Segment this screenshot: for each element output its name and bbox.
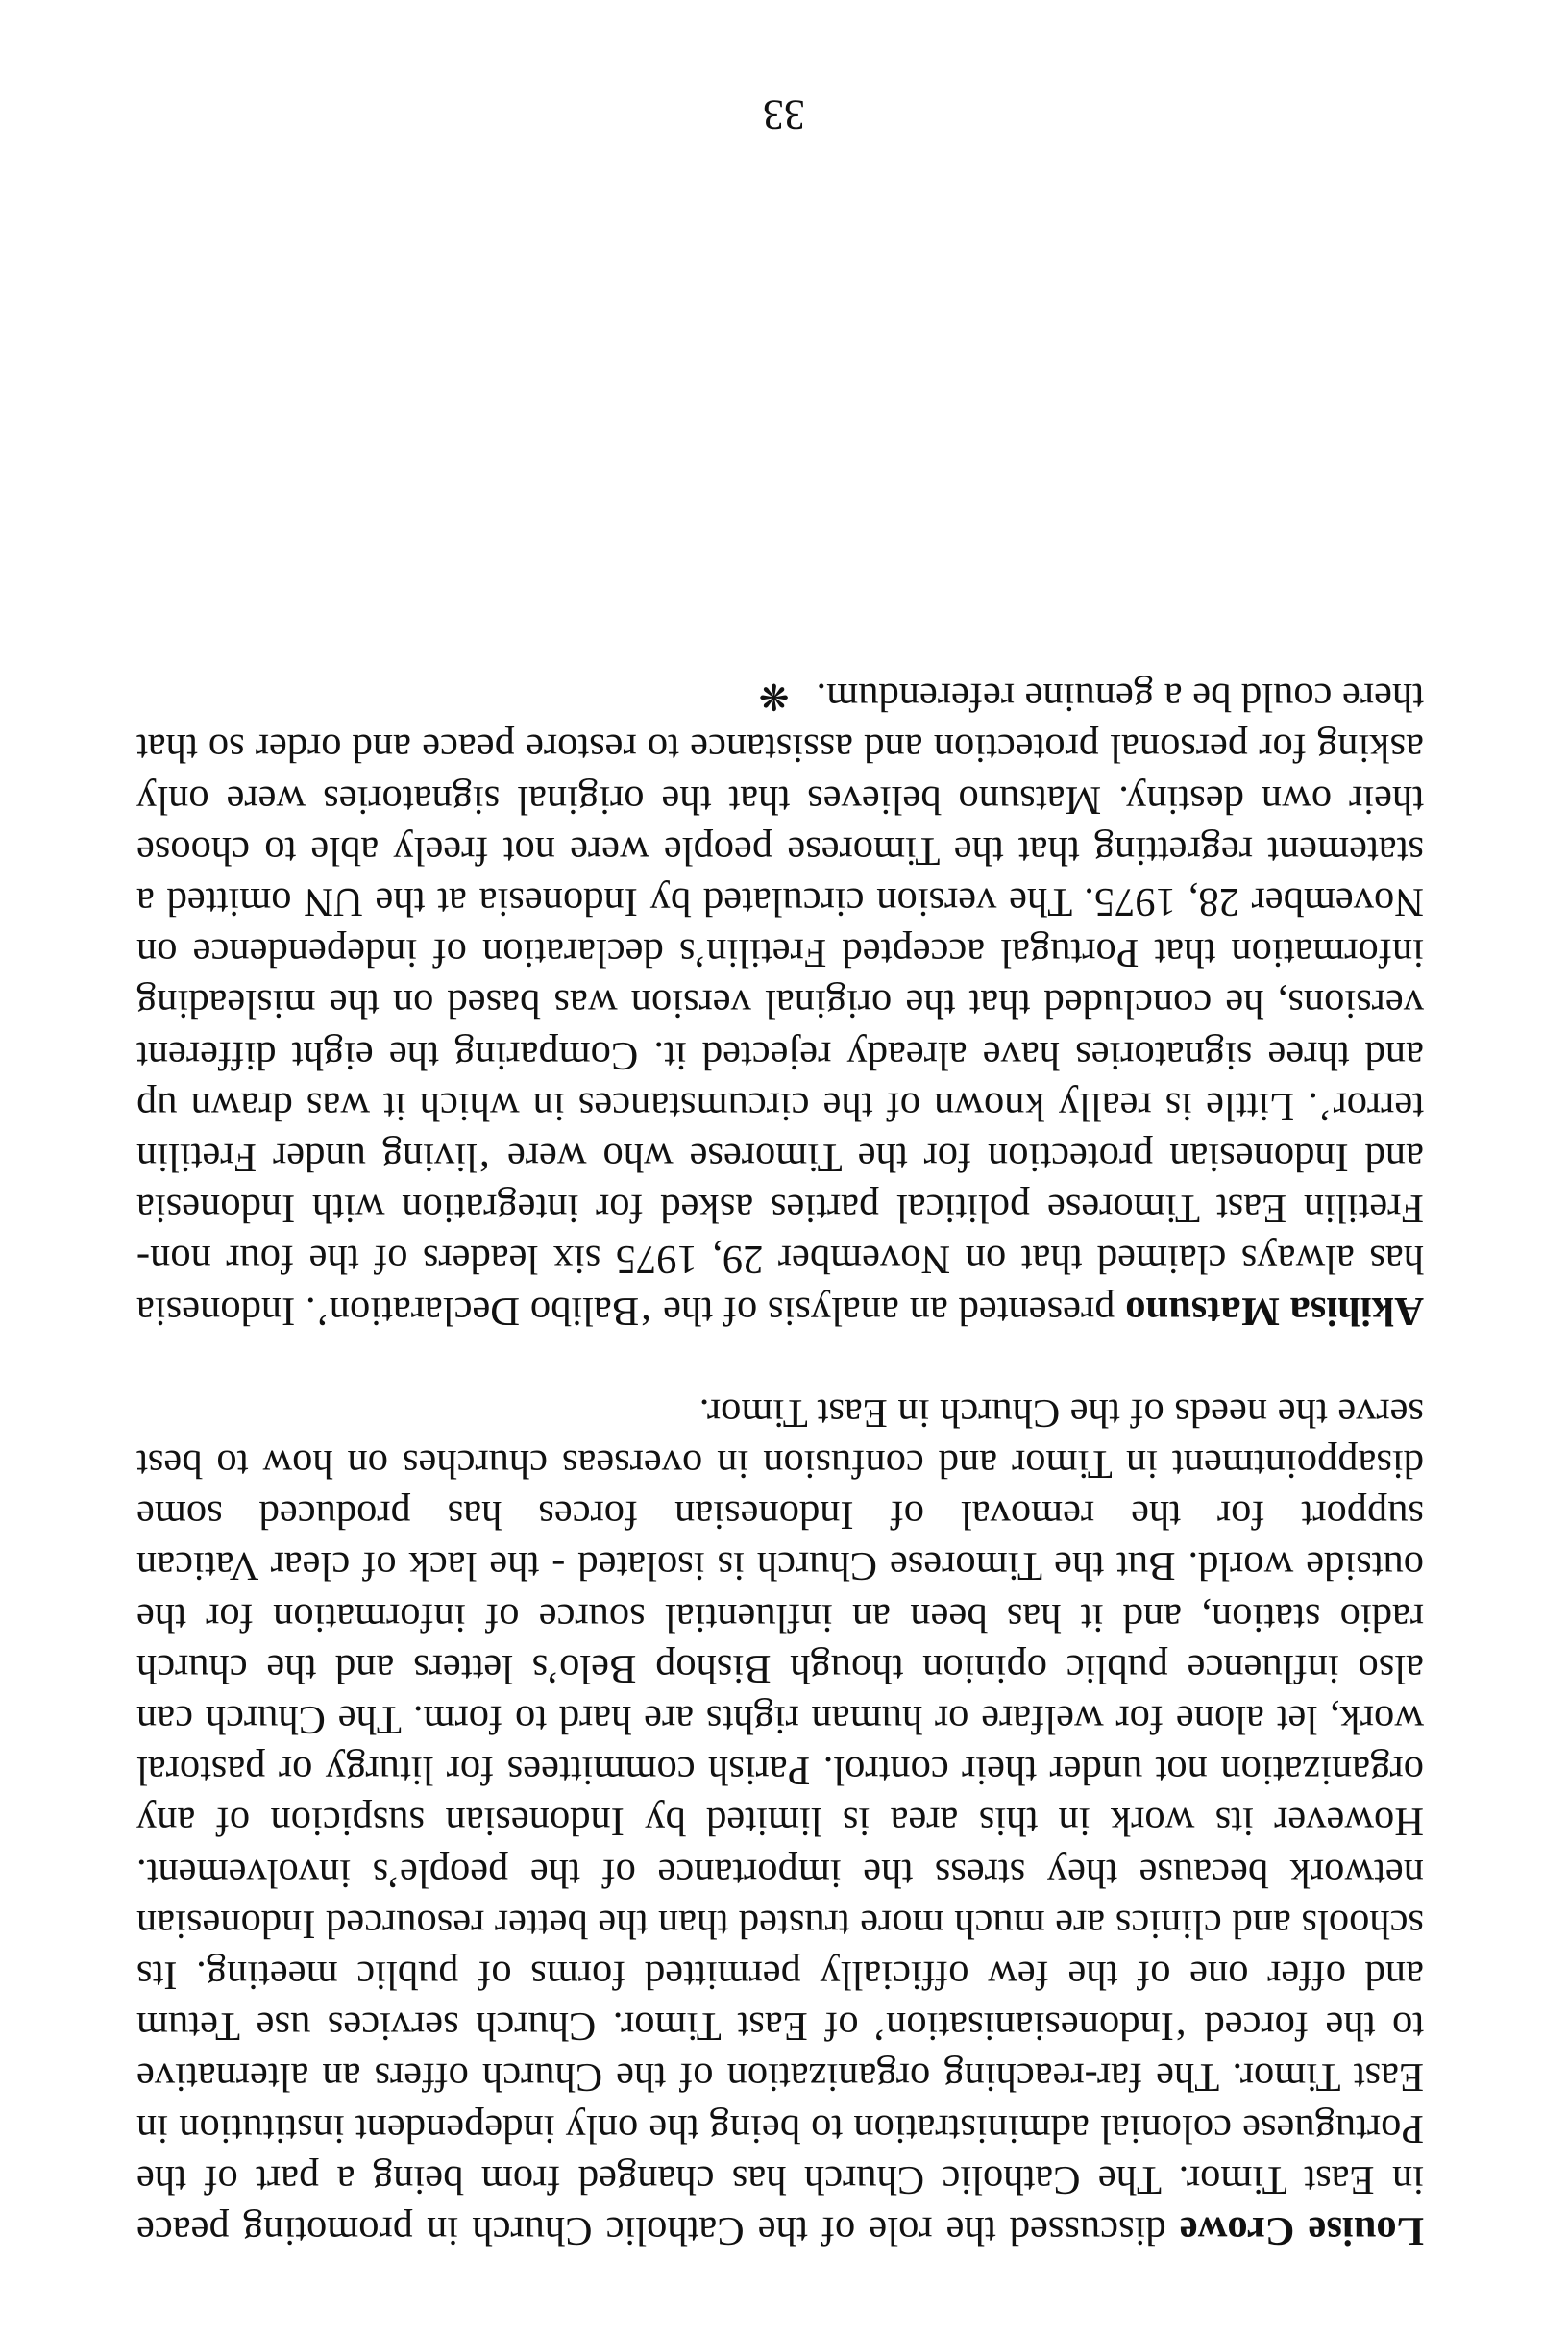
paragraph-text-crowe: discussed the role of the Catholic Church in promoting peace in East Timor. The Catholic Church has changed from being a part of the Portuguese colonial administration to being the only independent institution in East Timor. The far-reaching organization of the Church offers an alternative to the forced ‘Indonesianisation’ of East Timor. Church services use Tetum and offer one of the few officially permitted forms of public meeting. Its schools and clinics are much more trusted than the better resourced Indonesian network because they stress the importance of the people’s involvement. However its work in this area is limited by Indonesian suspicion of any organization not under their control. Parish committees for liturgy or pastoral work, let alone for welfare or human rights are hard to form. The Church can also influence public opinion though Bishop Belo’s letters and the church radio station, and it has been an influential source of information for the outside world. But the Timorese Church is isolated - the lack of clear Vatican support for the removal of Indonesian forces has produced some disappointment in Timor and confusion in overseas churches on how to best serve the needs of the Church in East Timor. [136, 1389, 1424, 2253]
speaker-name-matsuno: Akihisa Matsuno [1125, 1288, 1424, 1334]
page-body [136, 672, 1424, 2256]
paragraph-crowe [136, 1388, 1424, 2256]
end-ornament-icon: ❋ [758, 676, 790, 717]
page-number: 33 [763, 91, 805, 138]
paragraph-text-matsuno: presented an analysis of the ‘Balibo Declaration’. Indonesia has always claimed that on November 29, 1975 six leaders of the four non-Fretilin East Timorese political parties asked for integration with Indonesia and Indonesian protection for the Timorese who were ‘living under Fretilin terror’. Little is really known of the circumstances in which it was drawn up and three signatories have already rejected it. Comparing the eight different versions, he concluded that the original version was based on the misleading information that Portugal accepted Fretilin’s declaration of independence on November 28, 1975. The version circulated by Indonesia at the UN omitted a statement regretting that the Timorese people were not freely able to choose their own destiny. Matsuno believes that the original signatories were only asking for personal protection and assistance to restore peace and order so that there could be a genuine referendum. [136, 675, 1424, 1334]
paragraph-matsuno [136, 672, 1424, 1337]
speaker-name-crowe: Louise Crowe [1179, 2208, 1424, 2253]
